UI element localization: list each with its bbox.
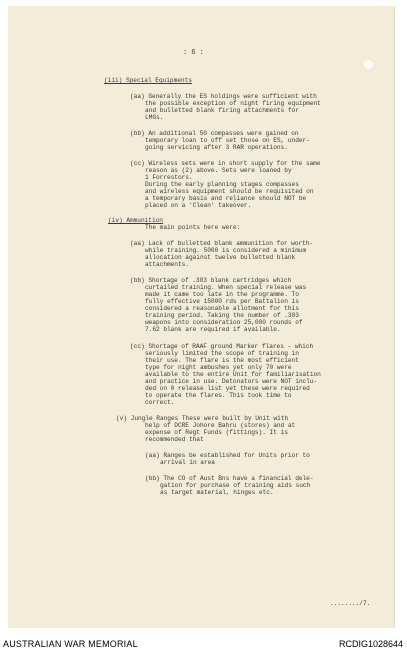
- text-line: (cc) Shortage of RAAF ground Marker flares - which: [130, 343, 314, 350]
- text-line: (cc) Wireless sets were in short supply for the same: [130, 160, 321, 167]
- text-line: weapons into consideration 25,000 rounds of: [145, 319, 303, 326]
- text-line: available to the entire Unit for familiarisation: [145, 371, 321, 378]
- archive-footer: [0, 633, 407, 654]
- text-line: placed on a 'Clean' takeover.: [145, 202, 252, 209]
- text-line: help of DCRE Johore Bahru (stores) and at: [145, 422, 296, 429]
- text-line: to operate the flares. This took time to: [145, 392, 292, 399]
- archive-reference: RCDIG1028644: [338, 639, 403, 649]
- text-line: ded on 0 release list yet these were required: [145, 385, 310, 392]
- text-line: while training. 5000 is considered a minimum: [145, 247, 307, 254]
- section-heading: (v) Jungle Ranges These were built by Unit with: [116, 415, 289, 422]
- text-line: type for night ambushes yet only 70 were: [145, 364, 292, 371]
- document-page: [8, 6, 395, 628]
- text-line: their use. The flare is the most efficient: [145, 357, 299, 364]
- text-line: (aa) Generally the ES holdings were sufficient with: [130, 93, 317, 100]
- text-line: LMGs.: [145, 114, 164, 121]
- text-line: fully effective 15000 rds per Battalion is: [145, 298, 299, 305]
- text-line: (aa) Lack of bulletted blank ammunition for worth-: [130, 240, 314, 247]
- text-line: and bulletted blank firing attachments for: [145, 107, 299, 114]
- text-line: training period. Taking the number of .303: [145, 312, 299, 319]
- section-heading: (iv) Ammunition: [108, 217, 163, 224]
- text-line: (bb) Shortage of .303 blank cartridges which: [130, 277, 292, 284]
- text-line: made it came too late in the programme. To: [145, 291, 299, 298]
- text-line: 1 Forrestors.: [145, 174, 193, 181]
- text-line: a temporary basis and reliance should NOT be: [145, 195, 307, 202]
- text-line: (bb) The CO of Aust Bns have a financial dele-: [145, 475, 314, 482]
- text-line: allocation against twelve bulletted blank: [145, 254, 296, 261]
- text-line: temporary loan to off set those on ES, under-: [145, 137, 310, 144]
- text-line: curtailed training. When special release was: [145, 284, 307, 291]
- text-line: (aa) Ranges be established for Units prior to: [145, 452, 310, 459]
- text-line: (bb) An additional 50 compasses were gained on: [130, 130, 299, 137]
- text-line: During the early planning stages compasses: [145, 181, 299, 188]
- text-line: reason as (2) above. Sets were loaned by: [145, 167, 292, 174]
- text-line: The main points here were:: [145, 224, 241, 231]
- text-line: considered a reasonable allotment for this: [145, 305, 299, 312]
- section-heading: (iii) Special Equipments: [104, 77, 192, 84]
- text-line: gation for purchase of training aids such: [160, 482, 311, 489]
- archive-name: AUSTRALIAN WAR MEMORIAL: [3, 639, 138, 649]
- text-line: arrival in area: [160, 459, 215, 466]
- text-line: and practice in use. Detonators were NOT inclu-: [145, 378, 318, 385]
- text-line: correct.: [145, 399, 175, 406]
- text-line: and wireless equipment should be requisited on: [145, 188, 314, 195]
- continuation-marker: ......../7.: [330, 600, 371, 607]
- text-line: recommended that: [145, 436, 204, 443]
- text-line: attachments.: [145, 261, 189, 268]
- text-line: 7.62 blank are required if available.: [145, 326, 281, 333]
- text-line: seriously limited the scope of training in: [145, 350, 299, 357]
- punch-hole: [364, 60, 373, 69]
- text-line: going servicing after 3 RAR operations.: [145, 144, 288, 151]
- text-line: as target material, hinges etc.: [160, 489, 274, 496]
- text-line: the possible exception of night firing equipment: [145, 100, 321, 107]
- text-line: expense of Regt Funds (fittings). It is: [145, 429, 288, 436]
- page-number: : 6 :: [183, 49, 204, 57]
